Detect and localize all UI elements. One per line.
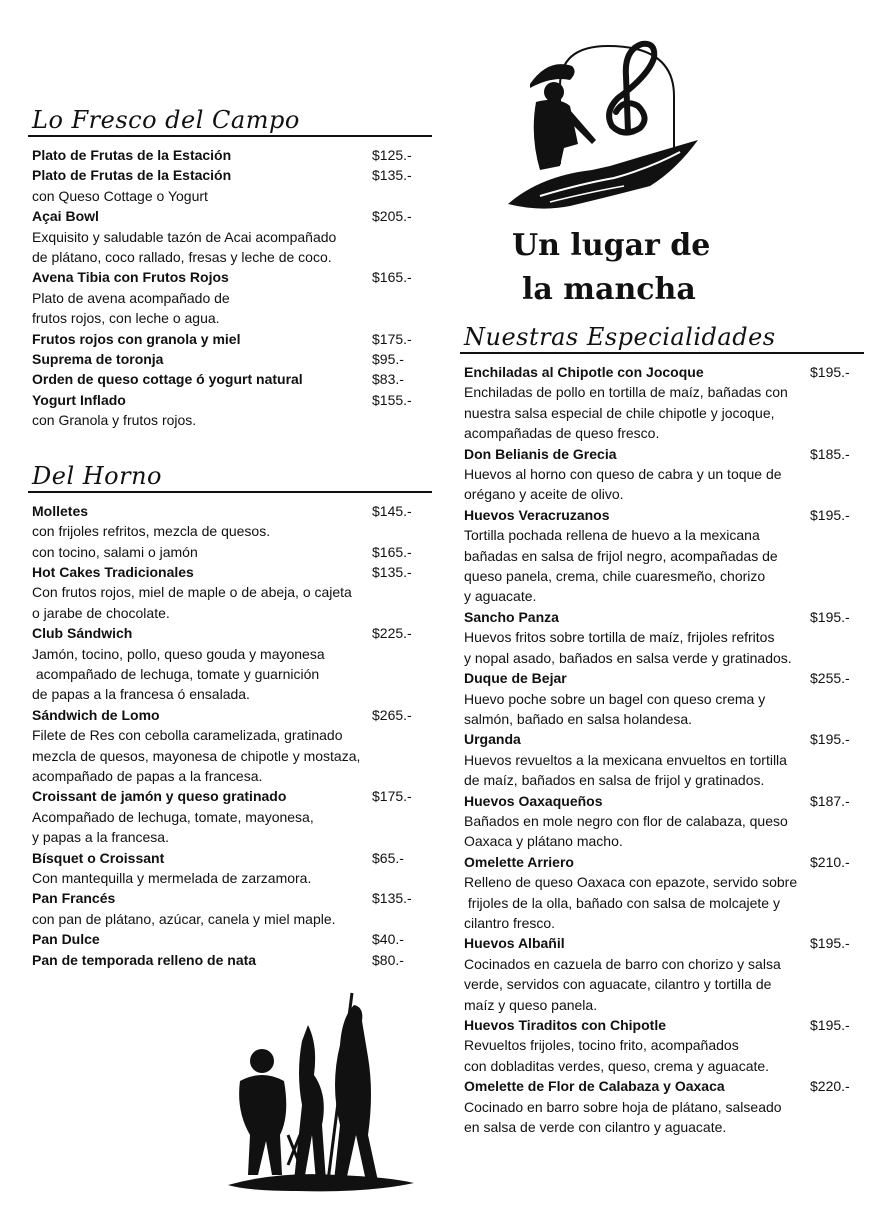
item-name: Suprema de toronja: [32, 351, 164, 368]
item-name: Huevos Tiraditos con Chipotle: [464, 1017, 666, 1033]
menu-item-description: [32, 288, 432, 308]
section-divider: [28, 491, 432, 493]
item-name: Huevos Veracruzanos: [464, 506, 610, 523]
item-price: $195.-: [810, 364, 850, 380]
logo-reader-book-icon: [500, 36, 710, 216]
menu-item-description: [464, 464, 864, 484]
menu-item-description: [464, 1056, 864, 1076]
item-description: Tortilla pochada rellena de huevo a la mexicana: [464, 527, 760, 544]
item-name: Omelette Arriero: [464, 853, 574, 870]
menu-item-description: [464, 403, 864, 423]
section-horno: [28, 461, 432, 970]
menu-item-description: [32, 410, 432, 430]
menu-item: [464, 444, 864, 464]
item-name: Bísquet o Croissant: [32, 849, 165, 866]
quixote-sancho-illustration-icon: [218, 985, 418, 1195]
menu-item-description: [464, 1097, 864, 1117]
item-description: bañadas en salsa de frijol negro, acompañadas de: [464, 547, 778, 564]
item-name: Huevos Oaxaqueños: [464, 792, 603, 809]
section-divider: [460, 352, 864, 354]
item-description: con tocino, salami o jamón: [32, 543, 198, 560]
menu-item: [32, 929, 432, 949]
item-name: Pan Dulce: [32, 931, 100, 948]
item-description: Jamón, tocino, pollo, queso gouda y mayonesa: [32, 645, 325, 662]
menu-item: [32, 145, 432, 165]
item-price: $175.-: [372, 788, 412, 805]
item-description: verde, servidos con aguacate, cilantro y tortilla de: [464, 976, 772, 993]
item-description: frutos rojos, con leche o agua.: [32, 310, 220, 327]
menu-item: [464, 505, 864, 525]
menu-item-description: [32, 684, 432, 704]
section-title: Del Horno: [32, 461, 163, 490]
item-name: Enchiladas al Chipotle con Jocoque: [464, 364, 704, 380]
item-description: Cocinado en barro sobre hoja de plátano, salseado: [464, 1098, 782, 1115]
item-price: $187.-: [810, 792, 850, 809]
menu-item-description: [32, 807, 432, 827]
menu-item-description: [464, 709, 864, 729]
item-price: $195.-: [810, 1017, 850, 1033]
section-fresco: [28, 105, 432, 431]
item-price: $205.-: [372, 208, 412, 225]
item-price: $210.-: [810, 853, 850, 870]
item-description: Exquisito y saludable tazón de Acai acompañado: [32, 228, 337, 245]
item-name: Plato de Frutas de la Estación: [32, 147, 232, 163]
item-description: Huevos fritos sobre tortilla de maíz, frijoles refritos: [464, 629, 775, 646]
item-description: con Queso Cottage o Yogurt: [32, 187, 208, 204]
item-price: $80.-: [372, 951, 404, 968]
menu-item: [464, 362, 864, 382]
item-price: $95.-: [372, 351, 404, 368]
item-price: $195.-: [810, 608, 850, 625]
menu-item: [464, 607, 864, 627]
item-description: Oaxaca y plátano macho.: [464, 833, 623, 850]
menu-item: [464, 1015, 864, 1035]
menu-item-description: [464, 893, 864, 913]
item-description: en salsa de verde con cilantro y aguacate.: [464, 1119, 727, 1136]
item-description: y aguacate.: [464, 588, 537, 605]
item-description: y papas a la francesa.: [32, 829, 169, 846]
item-description: maíz y queso panela.: [464, 996, 598, 1013]
item-name: Don Belianis de Grecia: [464, 445, 617, 462]
menu-item-description: [464, 627, 864, 647]
menu-item: [464, 852, 864, 872]
menu-item-description: [464, 382, 864, 402]
item-description: frijoles de la olla, bañado con salsa de molcajete y: [464, 894, 780, 911]
menu-left-column: [28, 105, 432, 970]
item-description: Revueltos frijoles, tocino frito, acompañados: [464, 1037, 739, 1054]
menu-items: [28, 501, 432, 970]
menu-item: [32, 705, 432, 725]
item-description: y nopal asado, bañados en salsa verde y gratinados.: [464, 649, 792, 666]
menu-item-description: [464, 831, 864, 851]
menu-items: [460, 362, 864, 1137]
item-description: Bañados en mole negro con flor de calabaza, queso: [464, 812, 788, 829]
menu-item: [464, 668, 864, 688]
menu-item: [32, 848, 432, 868]
section-divider: [28, 135, 432, 137]
menu-item: [32, 369, 432, 389]
menu-item-description: [32, 664, 432, 684]
item-price: $195.-: [810, 506, 850, 523]
menu-item: [32, 206, 432, 226]
menu-item-description: [32, 227, 432, 247]
menu-item-description: [32, 247, 432, 267]
item-name: Huevos Albañil: [464, 935, 565, 952]
item-name: Croissant de jamón y queso gratinado: [32, 788, 287, 805]
item-description: con frijoles refritos, mezcla de quesos.: [32, 523, 271, 540]
item-description: con pan de plátano, azúcar, canela y miel maple.: [32, 910, 336, 927]
menu-item: [32, 165, 432, 185]
menu-item: [32, 329, 432, 349]
item-price: $265.-: [372, 706, 412, 723]
menu-item-description: [464, 995, 864, 1015]
menu-item-description: [464, 1035, 864, 1055]
section-title: Nuestras Especialidades: [464, 323, 776, 351]
section-title: Lo Fresco del Campo: [32, 106, 300, 134]
item-description: Plato de avena acompañado de: [32, 289, 230, 306]
menu-item-description: [32, 746, 432, 766]
item-name: Urganda: [464, 731, 521, 748]
menu-item: [464, 729, 864, 749]
item-description: Huevos al horno con queso de cabra y un toque de: [464, 466, 782, 483]
item-price: $255.-: [810, 670, 850, 687]
item-description: Con mantequilla y mermelada de zarzamora.: [32, 870, 312, 886]
item-name: Pan Francés: [32, 890, 116, 907]
item-description: de plátano, coco rallado, fresas y leche de coco.: [32, 249, 332, 266]
item-description: nuestra salsa especial de chile chipotle y jocoque,: [464, 404, 775, 421]
menu-item-description: [32, 725, 432, 745]
item-price: $135.-: [372, 563, 412, 580]
restaurant-name-line1: Un lugar de: [512, 228, 711, 263]
menu-item-description: [32, 766, 432, 786]
item-price: $165.-: [372, 543, 412, 560]
menu-item-description: [464, 546, 864, 566]
item-description: o jarabe de chocolate.: [32, 604, 170, 621]
item-name: Sándwich de Lomo: [32, 706, 160, 723]
item-price: $135.-: [372, 167, 412, 184]
item-description: con Granola y frutos rojos.: [32, 412, 197, 429]
item-name: Pan de temporada relleno de nata: [32, 951, 257, 968]
menu-item-description: [464, 566, 864, 586]
menu-item: [32, 501, 432, 521]
menu-item: [32, 349, 432, 369]
item-price: $83.-: [372, 371, 404, 388]
item-price: $155.-: [372, 391, 412, 408]
item-description: con dobladitas verdes, queso, crema y aguacate.: [464, 1057, 770, 1074]
menu-item-description: [32, 542, 432, 562]
item-description: Con frutos rojos, miel de maple o de abeja, o cajeta: [32, 584, 352, 601]
item-price: $135.-: [372, 890, 412, 907]
item-name: Molletes: [32, 502, 89, 519]
item-description: orégano y aceite de olivo.: [464, 486, 624, 503]
item-name: Hot Cakes Tradicionales: [32, 563, 194, 580]
menu-item: [32, 888, 432, 908]
item-price: $125.-: [372, 147, 412, 163]
item-price: $195.-: [810, 935, 850, 952]
item-name: Plato de Frutas de la Estación: [32, 167, 232, 184]
item-description: acompañadas de queso fresco.: [464, 425, 660, 442]
item-name: Omelette de Flor de Calabaza y Oaxaca: [464, 1078, 725, 1095]
item-name: Sancho Panza: [464, 608, 559, 625]
menu-item-description: [32, 909, 432, 929]
restaurant-name: [512, 224, 752, 312]
item-price: $185.-: [810, 445, 850, 462]
menu-item-description: [464, 750, 864, 770]
menu-item-description: [32, 521, 432, 541]
item-price: $165.-: [372, 269, 412, 286]
item-price: $145.-: [372, 502, 412, 519]
item-price: $225.-: [372, 625, 412, 642]
item-name: Club Sándwich: [32, 625, 133, 642]
item-price: $65.-: [372, 849, 404, 866]
menu-item-description: [32, 186, 432, 206]
item-price: $40.-: [372, 931, 404, 948]
item-name: Duque de Bejar: [464, 670, 567, 687]
menu-item-description: [464, 586, 864, 606]
menu-item-description: [464, 872, 864, 892]
menu-item-description: [464, 954, 864, 974]
item-name: Yogurt Inflado: [32, 391, 126, 408]
menu-item-description: [32, 582, 432, 602]
item-description: mezcla de quesos, mayonesa de chipotle y mostaza,: [32, 747, 361, 764]
item-price: $175.-: [372, 330, 412, 347]
menu-items: [28, 145, 432, 431]
item-description: de maíz, bañados en salsa de frijol y gratinados.: [464, 772, 765, 789]
item-description: Huevos revueltos a la mexicana envueltos en tortilla: [464, 751, 787, 768]
item-price: $195.-: [810, 731, 850, 748]
item-description: Cocinados en cazuela de barro con chorizo y salsa: [464, 955, 781, 972]
item-description: de papas a la francesa ó ensalada.: [32, 686, 250, 703]
item-description: Filete de Res con cebolla caramelizada, gratinado: [32, 727, 343, 744]
item-name: Frutos rojos con granola y miel: [32, 330, 241, 347]
item-description: Huevo poche sobre un bagel con queso crema y: [464, 690, 766, 707]
menu-item-description: [464, 423, 864, 443]
menu-item-description: [464, 1117, 864, 1137]
item-price: $220.-: [810, 1078, 850, 1095]
menu-item-description: [464, 689, 864, 709]
menu-item-description: [464, 770, 864, 790]
restaurant-name-line2: la mancha: [522, 272, 696, 307]
menu-item-description: [32, 308, 432, 328]
menu-item-description: [32, 827, 432, 847]
item-description: cilantro fresco.: [464, 914, 556, 931]
menu-right-column: [460, 322, 864, 1137]
section-especialidades: [460, 322, 864, 1137]
item-description: Acompañado de lechuga, tomate, mayonesa,: [32, 808, 314, 825]
item-description: queso panela, crema, chile cuaresmeño, chorizo: [464, 568, 766, 585]
menu-item-description: [464, 974, 864, 994]
item-description: Relleno de queso Oaxaca con epazote, servido sobre: [464, 874, 798, 891]
menu-item-description: [32, 868, 432, 888]
item-name: Orden de queso cottage ó yogurt natural: [32, 371, 303, 388]
menu-item: [464, 791, 864, 811]
menu-item: [32, 623, 432, 643]
menu-item: [464, 1076, 864, 1096]
item-description: acompañado de papas a la francesa.: [32, 767, 263, 784]
item-description: acompañado de lechuga, tomate y guarnición: [32, 665, 320, 682]
menu-item: [32, 390, 432, 410]
menu-item: [32, 786, 432, 806]
menu-item: [32, 950, 432, 970]
menu-item: [32, 267, 432, 287]
menu-item: [32, 562, 432, 582]
item-description: salmón, bañado en salsa holandesa.: [464, 710, 693, 727]
menu-item-description: [464, 484, 864, 504]
item-name: Avena Tibia con Frutos Rojos: [32, 269, 229, 286]
menu-item-description: [32, 603, 432, 623]
item-description: Enchiladas de pollo en tortilla de maíz, bañadas con: [464, 384, 788, 401]
menu-item: [464, 933, 864, 953]
menu-item-description: [464, 811, 864, 831]
menu-item-description: [464, 525, 864, 545]
item-name: Açai Bowl: [32, 208, 99, 225]
menu-item-description: [32, 644, 432, 664]
menu-item-description: [464, 648, 864, 668]
menu-item-description: [464, 913, 864, 933]
